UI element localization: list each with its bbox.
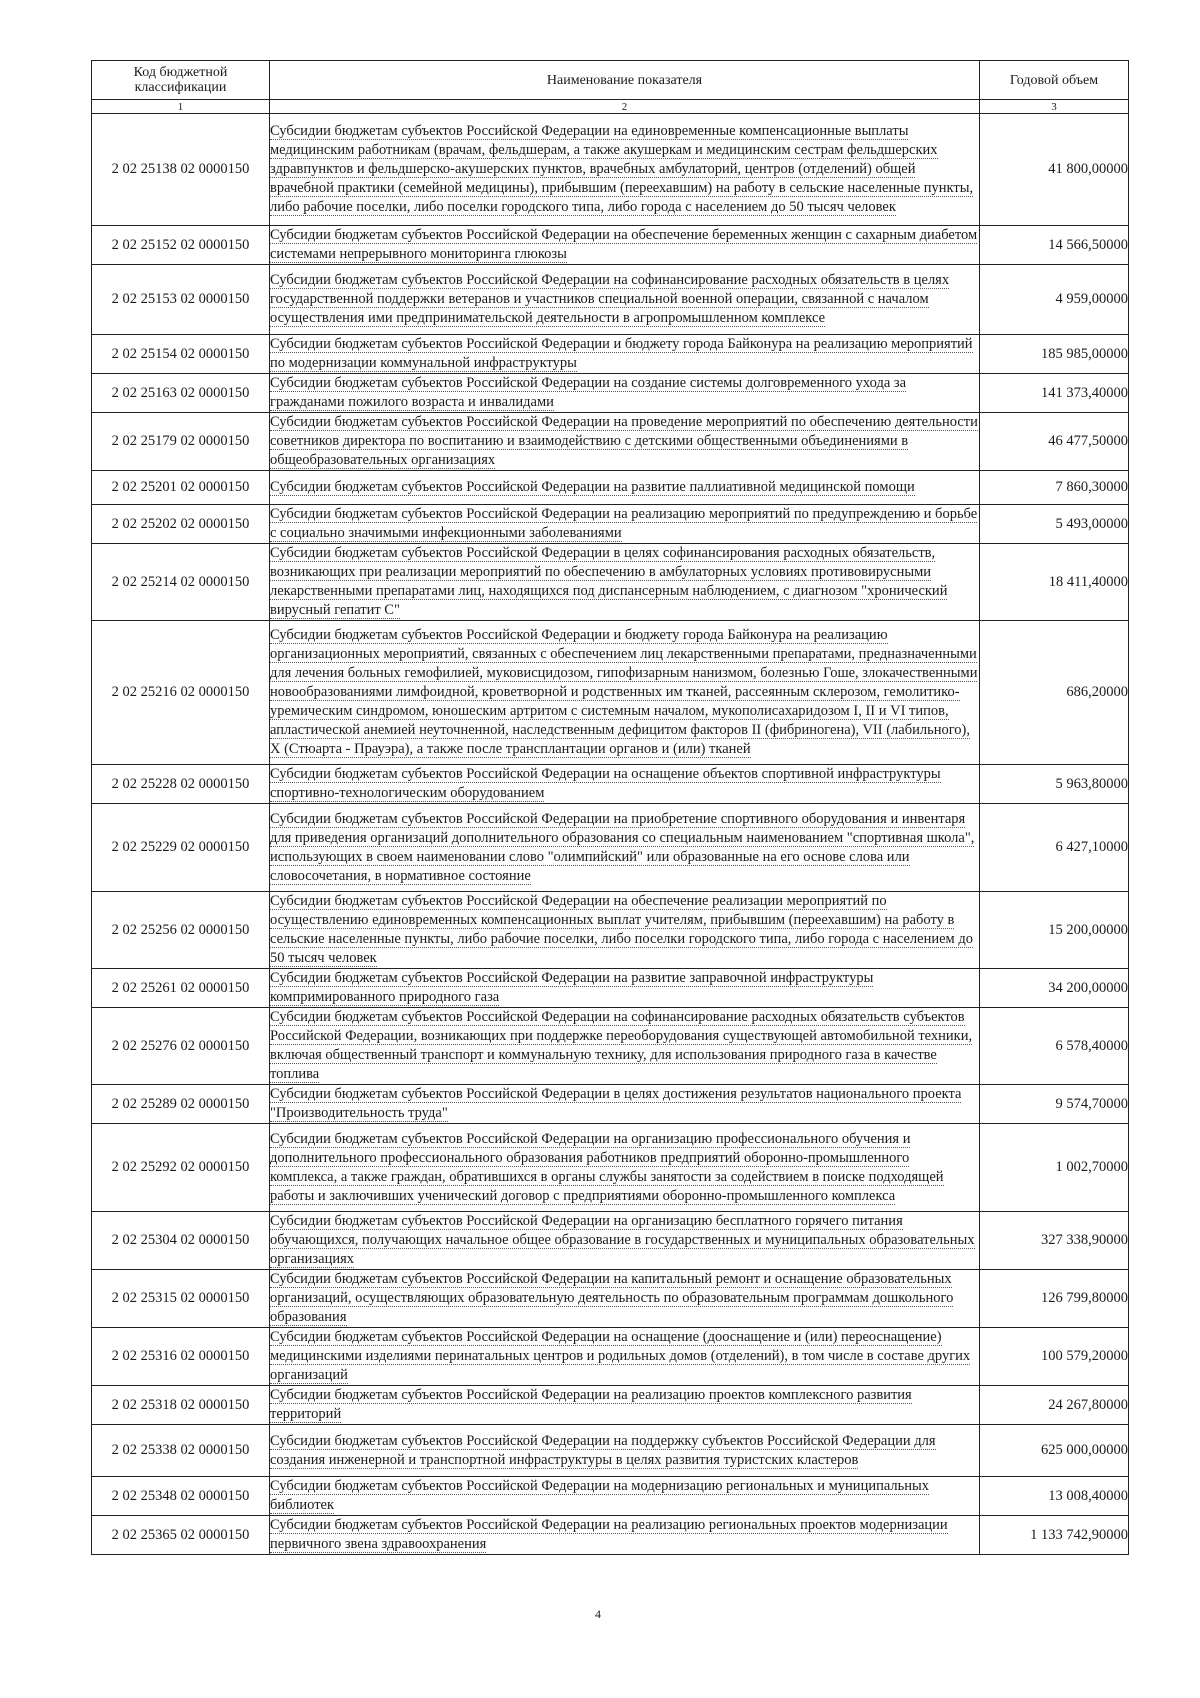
table-header-row	[92, 61, 1129, 100]
table-row	[92, 969, 1129, 1008]
annual-volume: 13 008,40000	[980, 1477, 1129, 1516]
indicator-name: Субсидии бюджетам субъектов Российской Федерации на обеспечение реализации мероприятий по осуществлению единовременных компенсационных выплат учителям, прибывшим (переехавшим) на работу в сельские населенные пункты, либо рабочие поселки, либо поселки городского типа, либо города с населением до 50 тысяч человек	[270, 893, 973, 966]
budget-code: 2 02 25338 02 0000150	[92, 1425, 270, 1477]
table-row	[92, 374, 1129, 413]
indicator-name-cell	[270, 374, 980, 413]
indicator-name-cell	[270, 226, 980, 265]
indicator-name-cell	[270, 1386, 980, 1425]
budget-code: 2 02 25214 02 0000150	[92, 544, 270, 621]
budget-code: 2 02 25179 02 0000150	[92, 413, 270, 471]
indicator-name-cell	[270, 505, 980, 544]
indicator-name-cell	[270, 804, 980, 892]
table-row	[92, 114, 1129, 226]
col-number: 3	[980, 100, 1129, 114]
col-number: 1	[92, 100, 270, 114]
indicator-name-cell	[270, 1085, 980, 1124]
budget-code: 2 02 25229 02 0000150	[92, 804, 270, 892]
header-code: Код бюджетной классификации	[92, 61, 270, 100]
table-row	[92, 1328, 1129, 1386]
budget-code: 2 02 25228 02 0000150	[92, 765, 270, 804]
indicator-name-cell	[270, 1124, 980, 1212]
annual-volume: 625 000,00000	[980, 1425, 1129, 1477]
table-row	[92, 1085, 1129, 1124]
budget-code: 2 02 25261 02 0000150	[92, 969, 270, 1008]
indicator-name: Субсидии бюджетам субъектов Российской Федерации на единовременные компенсационные выплаты медицинским работникам (врачам, фельдшерам, а также акушеркам и медицинским сестрам фельдшерских здравпунктов и фельдшерско-акушерских пунктов, врачебных амбулаторий, центров (отделений) общей врачебной практики (семейной медицины), прибывшим (переехавшим) на работу в сельские населенные пункты, либо рабочие поселки, либо поселки городского типа, либо города с населением до 50 тысяч человек	[270, 123, 974, 215]
indicator-name: Субсидии бюджетам субъектов Российской Федерации на поддержку субъектов Российской Федерации для создания инженерной и транспортной инфраструктуры в целях развития туристских кластеров	[270, 1432, 936, 1468]
table-row	[92, 1386, 1129, 1425]
annual-volume: 24 267,80000	[980, 1386, 1129, 1425]
table-row	[92, 1477, 1129, 1516]
table-row	[92, 265, 1129, 335]
table-row	[92, 471, 1129, 505]
annual-volume: 6 578,40000	[980, 1008, 1129, 1085]
table-row	[92, 765, 1129, 804]
column-number-row	[92, 100, 1129, 114]
annual-volume: 327 338,90000	[980, 1212, 1129, 1270]
annual-volume: 41 800,00000	[980, 114, 1129, 226]
indicator-name: Субсидии бюджетам субъектов Российской Федерации на софинансирование расходных обязательств в целях государственной поддержки ветеранов и участников специальной военной операции, связанной с началом осуществления ими предпринимательской деятельности в агропромышленном комплексе	[270, 272, 950, 326]
annual-volume: 15 200,00000	[980, 892, 1129, 969]
annual-volume: 6 427,10000	[980, 804, 1129, 892]
budget-table	[91, 60, 1129, 1555]
table-row	[92, 1212, 1129, 1270]
budget-code: 2 02 25365 02 0000150	[92, 1516, 270, 1555]
budget-code: 2 02 25153 02 0000150	[92, 265, 270, 335]
budget-code: 2 02 25348 02 0000150	[92, 1477, 270, 1516]
budget-code: 2 02 25276 02 0000150	[92, 1008, 270, 1085]
table-row	[92, 226, 1129, 265]
indicator-name: Субсидии бюджетам субъектов Российской Федерации на капитальный ремонт и оснащение образовательных организаций, осуществляющих образовательную деятельность по образовательным программам дошкольного образования	[270, 1271, 954, 1325]
indicator-name: Субсидии бюджетам субъектов Российской Федерации на реализацию мероприятий по предупреждению и борьбе с социально значимыми инфекционными заболеваниями	[270, 506, 978, 541]
indicator-name-cell	[270, 114, 980, 226]
table-row	[92, 1516, 1129, 1555]
budget-code: 2 02 25304 02 0000150	[92, 1212, 270, 1270]
table-row	[92, 892, 1129, 969]
annual-volume: 18 411,40000	[980, 544, 1129, 621]
table-body	[92, 114, 1129, 1555]
annual-volume: 46 477,50000	[980, 413, 1129, 471]
table-row	[92, 804, 1129, 892]
indicator-name: Субсидии бюджетам субъектов Российской Федерации на создание системы долговременного ухода за гражданами пожилого возраста и инвалидами	[270, 375, 907, 410]
budget-code: 2 02 25201 02 0000150	[92, 471, 270, 505]
indicator-name: Субсидии бюджетам субъектов Российской Федерации на реализацию проектов комплексного развития территорий	[270, 1387, 912, 1422]
indicator-name: Субсидии бюджетам субъектов Российской Федерации и бюджету города Байконура на реализацию мероприятий по модернизации коммунальной инфраструктуры	[270, 336, 973, 371]
table-row	[92, 1124, 1129, 1212]
annual-volume: 5 493,00000	[980, 505, 1129, 544]
indicator-name-cell	[270, 1270, 980, 1328]
indicator-name: Субсидии бюджетам субъектов Российской Федерации на софинансирование расходных обязательств субъектов Российской Федерации, возникающих при поддержке переоборудования существующей автомобильной техники, включая общественный транспорт и коммунальную технику, для использования природного газа в качестве топлива	[270, 1009, 973, 1082]
indicator-name: Субсидии бюджетам субъектов Российской Федерации на оснащение объектов спортивной инфраструктуры спортивно-технологическим оборудованием	[270, 766, 941, 801]
table-row	[92, 621, 1129, 765]
table-row	[92, 505, 1129, 544]
annual-volume: 1 002,70000	[980, 1124, 1129, 1212]
indicator-name: Субсидии бюджетам субъектов Российской Федерации на оснащение (дооснащение и (или) переоснащение) медицинскими изделиями перинатальных центров и родильных домов (отделений), в том числе в составе других организаций	[270, 1329, 971, 1383]
indicator-name-cell	[270, 1008, 980, 1085]
indicator-name: Субсидии бюджетам субъектов Российской Федерации на организацию бесплатного горячего питания обучающихся, получающих начальное общее образование в государственных и муниципальных образовательных организациях	[270, 1213, 975, 1267]
header-name: Наименование показателя	[270, 61, 980, 100]
indicator-name-cell	[270, 969, 980, 1008]
indicator-name-cell	[270, 471, 980, 505]
annual-volume: 141 373,40000	[980, 374, 1129, 413]
indicator-name: Субсидии бюджетам субъектов Российской Федерации в целях достижения результатов национального проекта "Производительность труда"	[270, 1086, 962, 1121]
page-number: 4	[595, 1607, 601, 1621]
table-row	[92, 544, 1129, 621]
annual-volume: 126 799,80000	[980, 1270, 1129, 1328]
budget-code: 2 02 25315 02 0000150	[92, 1270, 270, 1328]
annual-volume: 34 200,00000	[980, 969, 1129, 1008]
annual-volume: 7 860,30000	[980, 471, 1129, 505]
header-volume: Годовой объем	[980, 61, 1129, 100]
table-row	[92, 1270, 1129, 1328]
budget-code: 2 02 25152 02 0000150	[92, 226, 270, 265]
annual-volume: 9 574,70000	[980, 1085, 1129, 1124]
indicator-name-cell	[270, 1212, 980, 1270]
table-row	[92, 1425, 1129, 1477]
indicator-name-cell	[270, 892, 980, 969]
indicator-name: Субсидии бюджетам субъектов Российской Федерации на организацию профессионального обучения и дополнительного профессионального образования работников предприятий оборонно-промышленного комплекса, а также граждан, обратившихся в органы службы занятости за содействием в поиске подходящей работы и заключивших ученический договор с предприятиями оборонно-промышленного комплекса	[270, 1130, 944, 1204]
indicator-name-cell	[270, 544, 980, 621]
indicator-name: Субсидии бюджетам субъектов Российской Федерации на приобретение спортивного оборудования и инвентаря для приведения организаций дополнительного образования со специальным наименованием "спортивная школа", использующих в своем наименовании слово "олимпийский" или образованные на его основе слова или словосочетания, в нормативное состояние	[270, 810, 975, 884]
table-row	[92, 335, 1129, 374]
indicator-name: Субсидии бюджетам субъектов Российской Федерации на модернизацию региональных и муниципальных библиотек	[270, 1478, 930, 1513]
indicator-name: Субсидии бюджетам субъектов Российской Федерации и бюджету города Байконура на реализацию организационных мероприятий, связанных с обеспечением лиц лекарственными препаратами, предназначенными для лечения больных гемофилией, муковисцидозом, гипофизарным нанизмом, болезнью Гоше, злокачественными новообразованиями лимфоидной, кроветворной и родственных им тканей, рассеянным склерозом, гемолитико-уремическим синдромом, юношеским артритом с системным началом, мукополисахаридозом I, II и VI типов, апластической анемией неуточненной, наследственным дефицитом факторов II (фибриногена), VII (лабильного), X (Стюарта - Прауэра), а также после трансплантации органов и (или) тканей	[270, 627, 978, 757]
table-row	[92, 413, 1129, 471]
indicator-name-cell	[270, 413, 980, 471]
indicator-name: Субсидии бюджетам субъектов Российской Федерации на развитие паллиативной медицинской помощи	[270, 479, 915, 495]
budget-code: 2 02 25256 02 0000150	[92, 892, 270, 969]
indicator-name: Субсидии бюджетам субъектов Российской Федерации на реализацию региональных проектов модернизации первичного звена здравоохранения	[270, 1517, 948, 1552]
indicator-name-cell	[270, 1477, 980, 1516]
indicator-name: Субсидии бюджетам субъектов Российской Федерации на развитие заправочной инфраструктуры компримированного природного газа	[270, 970, 874, 1005]
indicator-name-cell	[270, 265, 980, 335]
budget-code: 2 02 25216 02 0000150	[92, 621, 270, 765]
indicator-name-cell	[270, 1516, 980, 1555]
budget-code: 2 02 25202 02 0000150	[92, 505, 270, 544]
budget-code: 2 02 25138 02 0000150	[92, 114, 270, 226]
indicator-name: Субсидии бюджетам субъектов Российской Федерации в целях софинансирования расходных обязательств, возникающих при реализации мероприятий по обеспечению в амбулаторных условиях противовирусными лекарственными препаратами лиц, находящихся под диспансерным наблюдением, с диагнозом "хронический вирусный гепатит С"	[270, 545, 948, 618]
budget-code: 2 02 25154 02 0000150	[92, 335, 270, 374]
indicator-name: Субсидии бюджетам субъектов Российской Федерации на обеспечение беременных женщин с сахарным диабетом системами непрерывного мониторинга глюкозы	[270, 227, 978, 262]
budget-code: 2 02 25289 02 0000150	[92, 1085, 270, 1124]
annual-volume: 5 963,80000	[980, 765, 1129, 804]
annual-volume: 14 566,50000	[980, 226, 1129, 265]
annual-volume: 185 985,00000	[980, 335, 1129, 374]
budget-code: 2 02 25163 02 0000150	[92, 374, 270, 413]
table-row	[92, 1008, 1129, 1085]
indicator-name-cell	[270, 1328, 980, 1386]
annual-volume: 4 959,00000	[980, 265, 1129, 335]
annual-volume: 1 133 742,90000	[980, 1516, 1129, 1555]
budget-code: 2 02 25292 02 0000150	[92, 1124, 270, 1212]
indicator-name-cell	[270, 1425, 980, 1477]
budget-code: 2 02 25318 02 0000150	[92, 1386, 270, 1425]
budget-code: 2 02 25316 02 0000150	[92, 1328, 270, 1386]
col-number: 2	[270, 100, 980, 114]
indicator-name-cell	[270, 335, 980, 374]
annual-volume: 686,20000	[980, 621, 1129, 765]
annual-volume: 100 579,20000	[980, 1328, 1129, 1386]
indicator-name-cell	[270, 765, 980, 804]
indicator-name-cell	[270, 621, 980, 765]
indicator-name: Субсидии бюджетам субъектов Российской Федерации на проведение мероприятий по обеспечению деятельности советников директора по воспитанию и взаимодействию с детскими общественными объединениями в общеобразовательных организациях	[270, 414, 978, 468]
